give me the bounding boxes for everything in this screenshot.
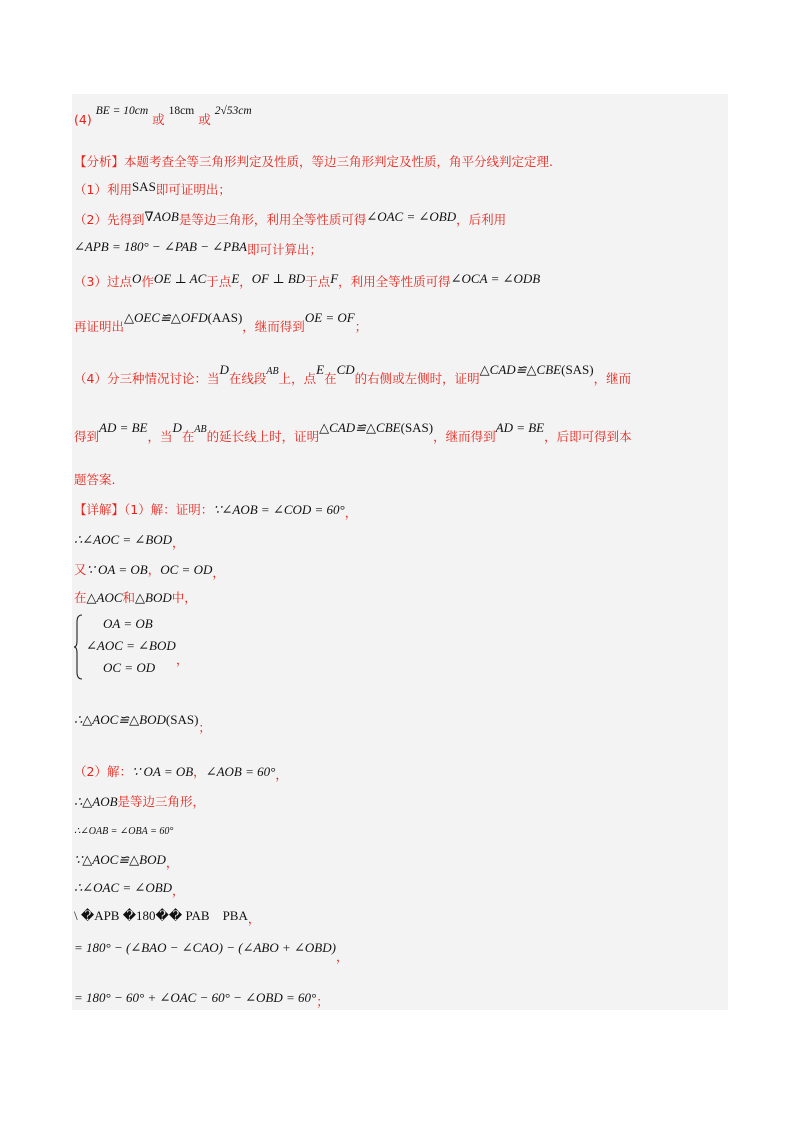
math-congruence: ∵△AOC≌△BOD	[74, 852, 166, 867]
math-sas: SAS	[131, 179, 156, 194]
step-text: 在	[181, 429, 195, 444]
answer-root: 2√53cm	[214, 105, 252, 117]
math-given: ∵∠AOB = ∠COD = 60°	[213, 502, 345, 517]
math-congruence: △CAD≌△CBE	[319, 420, 401, 435]
answer-18cm: 18cm	[168, 105, 195, 117]
punct: ；	[316, 994, 329, 1009]
step-text: 上，点	[278, 371, 317, 386]
analysis-step-2-cont	[74, 240, 322, 258]
answer-be: BE = 10cm	[95, 105, 149, 117]
math-eq: OE = OF	[304, 310, 355, 325]
math-formula: = 180° − 60° + ∠OAC − 60° − ∠OBD = 60°	[74, 990, 317, 1005]
math-triangle: ∇AOB	[144, 209, 179, 224]
math-segment: AB	[266, 366, 279, 377]
detail-line-1	[74, 500, 357, 518]
punct: ，	[193, 764, 206, 779]
analysis-intro-text: 本题考查全等三角形判定及性质，等边三角形判定及性质，角平分线判定定理.	[124, 154, 553, 169]
math-statement: ∵ OA = OB	[131, 764, 194, 779]
analysis-step-3-cont	[74, 308, 368, 334]
math-statement: ∴∠OAB = ∠OBA = 60°	[74, 826, 174, 837]
step-text: （4）分三种情况讨论：当	[74, 371, 220, 386]
punct: ，	[275, 767, 288, 782]
detail-part2-line-3	[74, 822, 173, 837]
math-statement: ∵ OA = OB	[86, 562, 148, 577]
detail-conclusion-1	[74, 710, 211, 735]
step-text: ；	[354, 319, 368, 334]
step-text: ，后即可得到本	[544, 429, 632, 444]
step-text: 在	[74, 590, 87, 605]
math-aas: (AAS)	[207, 310, 243, 325]
step-text: 和	[122, 590, 136, 605]
punct: ，	[147, 562, 161, 577]
punct: ，	[172, 883, 185, 898]
step-text: （3）过点	[74, 274, 132, 289]
step-text: 在线段	[228, 371, 267, 386]
system-comma: ，	[176, 652, 189, 667]
answer-or: 或	[198, 112, 211, 127]
step-text: ，	[239, 274, 252, 289]
detail-part2-line-4	[74, 850, 178, 868]
math-angle-eq: ∠OCA = ∠ODB	[450, 271, 541, 286]
detail-part2-line-2	[74, 792, 205, 810]
analysis-step-1	[74, 180, 231, 198]
math-triangle: △AOC	[86, 590, 123, 605]
math-point: F	[330, 271, 339, 286]
step-text: 作	[141, 274, 154, 289]
analysis-step-4-cont	[74, 418, 632, 444]
math-statement: ∠AOB = 60°	[205, 764, 276, 779]
detail-part2-line-5	[74, 878, 185, 896]
math-perp: OE ⊥ AC	[153, 271, 207, 286]
step-text: 得到	[74, 429, 100, 444]
step-text: 中，	[171, 590, 197, 605]
step-text: 是等边三角形，	[117, 794, 206, 809]
step-text: 题答案.	[74, 472, 116, 487]
detail-tag: 【详解】	[74, 502, 125, 517]
step-text: （2）先得到	[74, 212, 145, 227]
punct: ，	[247, 911, 261, 926]
math-sas: (SAS)	[400, 420, 434, 435]
step-text: （2）解：	[74, 764, 132, 779]
analysis-step-3	[74, 272, 540, 290]
punct: ，	[212, 565, 225, 580]
step-text: 的延长线上时，证明	[206, 429, 320, 444]
math-point: O	[131, 271, 142, 286]
analysis-step-2	[74, 210, 506, 228]
detail-part2-line-6	[74, 906, 260, 924]
math-sas: (SAS)	[561, 362, 594, 377]
math-segment: AB	[194, 424, 207, 435]
step-text: 是等边三角形，利用全等性质可得	[178, 212, 367, 227]
system-eq-2: ∠AOC = ∠BOD	[86, 638, 176, 653]
step-text: ，当	[147, 429, 173, 444]
math-garbled-formula: \ �APB �180�� PAB PBA	[74, 908, 248, 923]
punct: ，	[165, 855, 179, 870]
math-statement: OC = OD	[160, 562, 213, 577]
analysis-step-4	[74, 360, 632, 386]
punct: ，	[335, 949, 349, 964]
math-congruence: △OEC≌△OFD	[124, 310, 208, 325]
step-text: （1）利用	[74, 182, 132, 197]
math-perp: OF ⊥ BD	[251, 271, 306, 286]
step-text: ，继而得到	[433, 429, 496, 444]
step-text: 即可证明出；	[155, 182, 231, 197]
math-point: D	[172, 420, 182, 435]
math-statement: ∴∠AOC = ∠BOD	[74, 532, 173, 547]
math-triangle: ∴△AOB	[74, 794, 118, 809]
math-point: D	[219, 362, 229, 377]
math-formula: ∠APB = 180° − ∠PAB − ∠PBA	[74, 239, 247, 254]
step-text: （1）解：证明：	[124, 502, 214, 517]
step-text: 即可计算出；	[247, 242, 323, 257]
step-text: ，继而得到	[242, 319, 305, 334]
step-text: ，利用全等性质可得	[338, 274, 451, 289]
detail-part2-line-7	[74, 938, 349, 964]
step-text: 的右侧或左侧时，证明	[354, 371, 480, 386]
math-sas: (SAS)	[165, 712, 199, 727]
math-congruence: △CAD≌△CBE	[479, 362, 562, 377]
math-point: E	[316, 362, 325, 377]
system-eq-3: OC = OD	[103, 660, 156, 675]
analysis-step-4-end	[74, 470, 115, 488]
analysis-intro	[74, 152, 553, 170]
step-text: ，继而	[593, 371, 632, 386]
math-point: E	[231, 271, 240, 286]
step-text: ，后利用	[456, 212, 507, 227]
part4-answer-line	[74, 100, 252, 127]
punct: ，	[172, 535, 185, 550]
left-brace-icon	[73, 614, 83, 680]
step-text: 于点	[305, 274, 331, 289]
punct: ，	[344, 505, 358, 520]
detail-line-2	[74, 530, 185, 548]
math-segment: CD	[336, 362, 355, 377]
step-text: 再证明出	[74, 319, 125, 334]
math-formula: = 180° − (∠BAO − ∠CAO) − (∠ABO + ∠OBD)	[74, 940, 336, 955]
step-text: 又	[74, 562, 87, 577]
content-panel	[72, 94, 728, 1010]
math-angle-eq: ∠OAC = ∠OBD	[366, 209, 457, 224]
math-statement: ∴∠OAC = ∠OBD	[74, 880, 173, 895]
step-text: 在	[324, 371, 337, 386]
analysis-tag: 【分析】	[74, 154, 125, 169]
math-eq: AD = BE	[495, 420, 545, 435]
punct: ；	[198, 720, 211, 735]
detail-part2-line-8	[74, 988, 329, 1009]
detail-line-4	[74, 588, 197, 606]
system-eq-1: OA = OB	[103, 616, 153, 631]
detail-part2-line-1	[74, 762, 288, 780]
math-eq: AD = BE	[99, 420, 148, 435]
step-text: 于点	[206, 274, 232, 289]
answer-or: 或	[152, 112, 165, 127]
math-congruence: ∴△AOC≌△BOD	[74, 712, 166, 727]
detail-line-3	[74, 560, 225, 578]
part4-label: (4)	[74, 112, 92, 127]
math-triangle: △BOD	[135, 590, 172, 605]
